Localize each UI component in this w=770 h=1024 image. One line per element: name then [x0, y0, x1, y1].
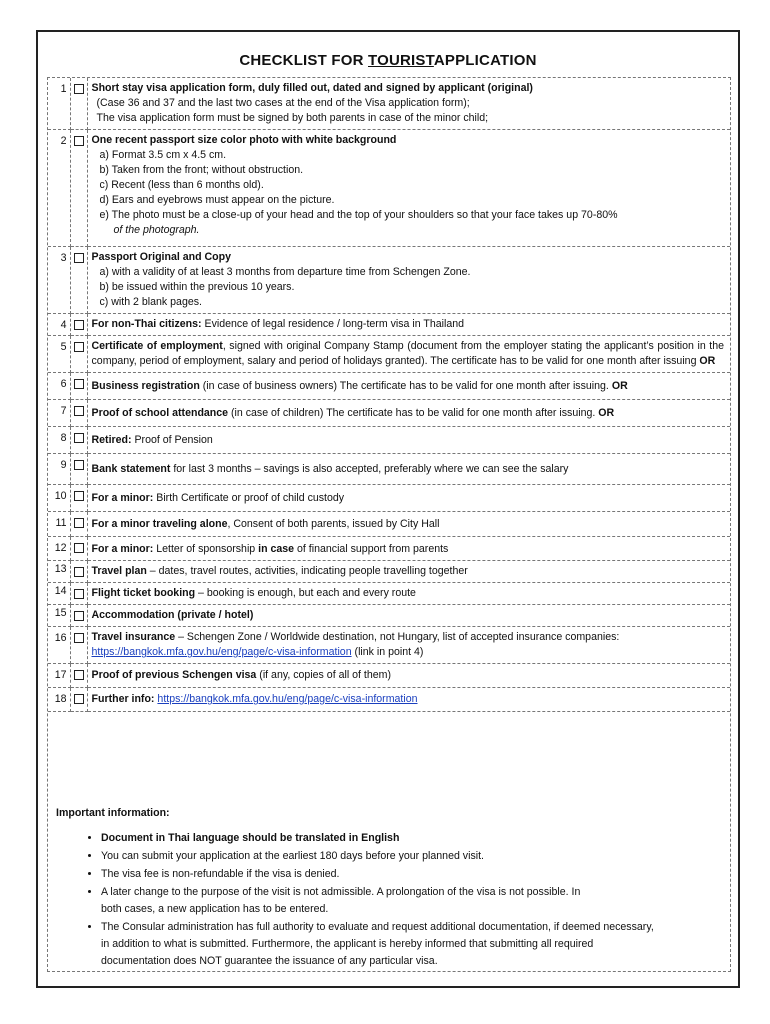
row-number: 15 [48, 605, 70, 627]
item-title: Bank statement [91, 463, 171, 475]
item-title: For a minor: [91, 543, 154, 555]
item-or: OR [611, 380, 628, 392]
checkbox[interactable] [74, 543, 84, 553]
checklist-row [48, 512, 730, 537]
checkbox[interactable] [74, 379, 84, 389]
title-suffix: APPLICATION [433, 52, 537, 69]
checkbox[interactable] [74, 320, 84, 330]
item-or: OR [699, 355, 716, 367]
checklist-row [48, 485, 730, 512]
row-number: 13 [48, 561, 70, 583]
checklist-row [48, 314, 730, 336]
item-title: Proof of school attendance [91, 407, 229, 419]
item-title: Short stay visa application form, duly filled out, dated and signed by applicant (original) [91, 82, 533, 94]
row-number: 5 [48, 336, 70, 373]
item-title: Travel plan [91, 565, 147, 577]
item-title: Passport Original and Copy [91, 251, 232, 263]
item-title: For non-Thai citizens: [91, 318, 202, 330]
important-item: • The visa fee is non-refundable if the visa is denied. [101, 866, 716, 883]
item-text: , Consent of both parents, issued by City Hall [227, 518, 440, 530]
item-line: b) Taken from the front; without obstruction. [99, 164, 304, 176]
item-text: – Schengen Zone / Worldwide destination, not Hungary, list of accepted insurance companies: [175, 631, 620, 643]
checklist-row [48, 688, 730, 712]
row-number: 16 [48, 627, 70, 664]
document-frame [36, 30, 740, 988]
important-item: • Document in Thai language should be translated in English [101, 830, 716, 847]
row-number: 2 [48, 130, 70, 247]
row-number: 9 [48, 454, 70, 485]
checklist-row [48, 583, 730, 605]
row-number: 10 [48, 485, 70, 512]
checklist-row [48, 561, 730, 583]
checkbox[interactable] [74, 670, 84, 680]
item-text: Birth Certificate or proof of child custody [153, 492, 345, 504]
item-line: e) The photo must be a close-up of your head and the top of your shoulders so that your face takes up 70-80% [99, 209, 618, 221]
item-title: Certificate of employment [91, 340, 223, 352]
title-prefix: CHECKLIST FOR [239, 52, 368, 69]
further-info-link[interactable]: https://bangkok.mfa.gov.hu/eng/page/c-visa-information [157, 693, 418, 705]
title-underlined: TOURIST [368, 52, 434, 69]
checkbox[interactable] [74, 518, 84, 528]
item-text: (in case of business owners) The certificate has to be valid for one month after issuing. [199, 380, 612, 392]
important-item: • A later change to the purpose of the visit is not admissible. A prolongation of the visa is not possible. In both cases, a new application has to be entered. [101, 884, 716, 918]
item-text: (link in point 4) [351, 646, 424, 658]
item-line: d) Ears and eyebrows must appear on the picture. [99, 194, 335, 206]
item-text: – dates, travel routes, activities, indicating people travelling together [146, 565, 468, 577]
item-line: c) Recent (less than 6 months old). [99, 179, 264, 191]
checklist-row [48, 78, 730, 130]
item-text-bold: in case [258, 543, 295, 555]
item-title: Travel insurance [91, 631, 176, 643]
item-text: Letter of sponsorship [153, 543, 259, 555]
item-text: Proof of Pension [131, 434, 213, 446]
checkbox[interactable] [74, 589, 84, 599]
item-or: OR [598, 407, 615, 419]
row-number: 12 [48, 537, 70, 561]
checkbox[interactable] [74, 406, 84, 416]
item-text: for last 3 months – savings is also accepted, preferably where we can see the salary [170, 463, 569, 475]
item-title: Retired: [91, 434, 132, 446]
row-number: 4 [48, 314, 70, 336]
checklist-row [48, 454, 730, 485]
important-list [56, 830, 716, 970]
item-title: Flight ticket booking [91, 587, 196, 599]
checkbox[interactable] [74, 84, 84, 94]
item-text: (in case of children) The certificate has to be valid for one month after issuing. [228, 407, 599, 419]
item-text: – booking is enough, but each and every route [195, 587, 416, 599]
item-line: c) with 2 blank pages. [99, 296, 202, 308]
visa-info-link[interactable]: https://bangkok.mfa.gov.hu/eng/page/c-visa-information [91, 646, 352, 658]
checkbox[interactable] [74, 694, 84, 704]
checklist-row [48, 627, 730, 664]
item-text: , signed with original Company Stamp (document from the employer stating the applicant’s position in the company, period of employment, salary and period of holidays granted). The certificate has to be valid for one month after issuing [91, 340, 724, 367]
checklist-row [48, 427, 730, 454]
item-line: of the photograph. [113, 224, 200, 236]
checkbox[interactable] [74, 567, 84, 577]
item-line: (Case 36 and 37 and the last two cases at the end of the Visa application form); [96, 97, 470, 109]
row-number: 1 [48, 78, 70, 130]
item-text: (if any, copies of all of them) [256, 669, 391, 681]
item-line: a) with a validity of at least 3 months from departure time from Schengen Zone. [99, 266, 471, 278]
checklist-row [48, 130, 730, 247]
item-line: a) Format 3.5 cm x 4.5 cm. [99, 149, 227, 161]
row-number: 17 [48, 664, 70, 688]
row-number: 7 [48, 400, 70, 427]
item-title: Further info: [91, 693, 155, 705]
checklist-row [48, 537, 730, 561]
checkbox[interactable] [74, 433, 84, 443]
checkbox[interactable] [74, 136, 84, 146]
checkbox[interactable] [74, 253, 84, 263]
checklist-row [48, 336, 730, 373]
item-title: One recent passport size color photo with white background [91, 134, 397, 146]
item-text: of financial support from parents [294, 543, 449, 555]
checklist-row [48, 400, 730, 427]
page-title [38, 52, 738, 69]
checkbox[interactable] [74, 633, 84, 643]
checklist-table [48, 78, 730, 712]
important-item: • You can submit your application at the earliest 180 days before your planned visit. [101, 848, 716, 865]
row-number: 11 [48, 512, 70, 537]
item-title: Business registration [91, 380, 200, 392]
row-number: 14 [48, 583, 70, 605]
checklist-row [48, 605, 730, 627]
checklist-row [48, 247, 730, 314]
item-line: The visa application form must be signed by both parents in case of the minor child; [96, 112, 489, 124]
item-title: Proof of previous Schengen visa [91, 669, 257, 681]
row-number: 6 [48, 373, 70, 400]
important-item: • The Consular administration has full authority to evaluate and request additional documentation, if deemed necessary, in addition to what is submitted. Furthermore, the applicant is hereby informed that submitting all required documentation does NOT guarantee the issuance of any particular visa. [101, 919, 716, 970]
item-title: Accommodation (private / hotel) [91, 609, 254, 621]
important-information [56, 805, 716, 971]
item-text: Evidence of legal residence / long-term visa in Thailand [201, 318, 465, 330]
row-number: 8 [48, 427, 70, 454]
row-number: 18 [48, 688, 70, 712]
item-title: For a minor traveling alone [91, 518, 228, 530]
item-title: For a minor: [91, 492, 154, 504]
checkbox[interactable] [74, 491, 84, 501]
checkbox[interactable] [74, 342, 84, 352]
important-heading: Important information: [56, 807, 170, 819]
item-line: b) be issued within the previous 10 years. [99, 281, 295, 293]
checklist-row [48, 664, 730, 688]
checklist-area [47, 77, 731, 972]
row-number: 3 [48, 247, 70, 314]
checklist-row [48, 373, 730, 400]
checkbox[interactable] [74, 460, 84, 470]
checkbox[interactable] [74, 611, 84, 621]
